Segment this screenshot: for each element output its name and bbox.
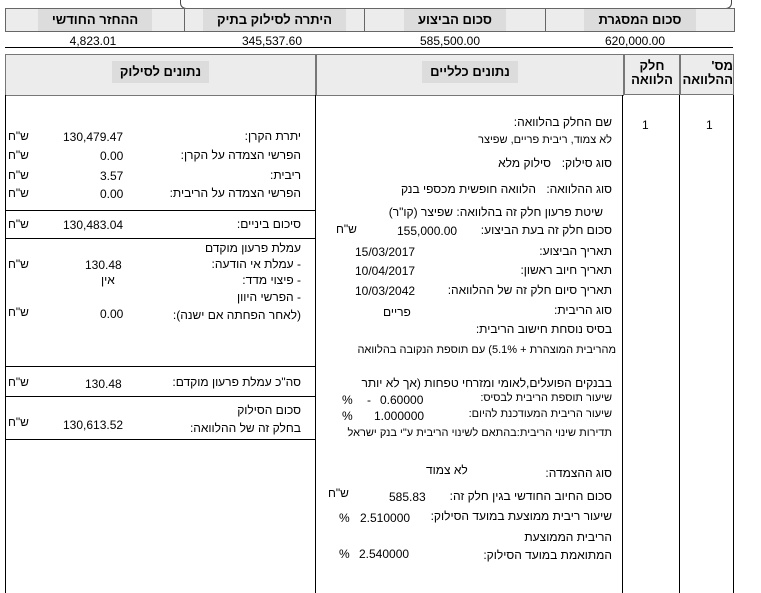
indexation-value: לא צמוד [426, 463, 468, 477]
interest-value: 3.57 [100, 169, 124, 183]
indexation-label: סוג ההצמדה: [545, 466, 612, 480]
interest-indexation-value: 0.00 [100, 187, 124, 201]
current-rate-label: שיעור הריבית המעודכנת להיום: [468, 408, 612, 420]
summary-value-frame-amount: 620,000.00 [604, 34, 666, 48]
summary-header-balance [184, 8, 365, 32]
principal-indexation-value: 0.00 [100, 149, 124, 163]
payoff-total-value: 130,613.52 [63, 418, 124, 432]
capital-diff-currency: ש"ח [8, 305, 29, 319]
avg-rate-value: 2.540000 [359, 547, 410, 561]
subtotal-currency: ש"ח [8, 217, 29, 231]
subtotal-value: 130,483.04 [63, 218, 124, 232]
column-header-part [624, 54, 680, 95]
rate-basis-text: מהריבית המוצהרת + 5.1%) עם תוספת הנקובה בהלוואה [357, 344, 616, 356]
payoff-type-label: סוג סילוק: [561, 156, 612, 170]
interest-label: ריבית: [270, 168, 301, 182]
current-rate-percent: % [342, 409, 353, 423]
weighted-rate-value: 2.510000 [360, 511, 411, 525]
monthly-charge-label: סכום החיוב החודשי בגין חלק זה: [449, 489, 612, 503]
interest-indexation-currency: ש"ח [8, 186, 29, 200]
avg-rate-label-2: המתואמת במועד הסילוק: [483, 548, 612, 562]
part-name-value: לא צמוד, ריבית פריים, שפיצר [478, 134, 612, 146]
banks-text: בבנקים הפועלים,לאומי ומזרחי טפחות (אך לא יותר [361, 376, 612, 390]
table-border [733, 95, 734, 593]
principal-currency: ש"ח [8, 129, 29, 143]
current-rate-value: 1.000000 [374, 409, 425, 423]
summary-value-balance: 345,537.60 [241, 34, 303, 48]
payoff-divider [5, 366, 315, 367]
avg-rate-label-1: הריבית הממוצעת [524, 530, 612, 544]
no-notice-currency: ש"ח [8, 257, 29, 271]
column-header-general [316, 54, 624, 96]
payoff-type-value: סילוק מלא [498, 156, 551, 170]
interest-indexation-label: הפרשי הצמדה על הריבית: [169, 186, 301, 200]
end-date-label: תאריך סיום חלק זה של ההלוואה: [447, 283, 612, 297]
payoff-divider [5, 439, 315, 440]
summary-header-frame-amount [545, 8, 735, 32]
margin-value: 0.60000 [380, 393, 424, 407]
monthly-charge-value: 585.83 [389, 490, 426, 504]
exec-amount-currency: ש"ח [336, 222, 357, 236]
avg-rate-percent: % [339, 547, 350, 561]
column-header-label: חלק הלוואה [631, 58, 673, 87]
payoff-divider [5, 210, 315, 211]
measure-comp-value: אין [101, 273, 115, 287]
principal-indexation-label: הפרשי הצמדה על הקרן: [180, 148, 301, 162]
rate-type-label: סוג הריבית: [554, 303, 612, 317]
summary-value-monthly: 4,823.01 [69, 34, 117, 48]
repay-method: שיטת פרעון חלק זה בהלוואה: שפיצר (קו"ר) [388, 205, 603, 219]
summary-header-exec-amount [364, 8, 546, 32]
summary-bottom-line [5, 47, 733, 48]
table-border [622, 95, 623, 593]
early-fee-total-currency: ש"ח [8, 375, 29, 389]
early-fee-total-label: סה"כ עמלת פרעון מוקדם: [172, 375, 301, 389]
principal-value: 130,479.47 [63, 130, 124, 144]
principal-label: יתרת הקרן: [244, 129, 301, 143]
summary-header-label: סכום המסגרת [584, 9, 695, 31]
payoff-divider [5, 396, 315, 397]
exec-amount-value: 155,000.00 [397, 224, 458, 238]
weighted-rate-label: שיעור ריבית ממוצעת במועד הסילוק: [430, 509, 612, 523]
summary-header-monthly [5, 8, 185, 32]
exec-amount-label: סכום חלק זה בעת הביצוע: [480, 223, 612, 237]
margin-sign: - [367, 393, 371, 407]
end-date-value: 10/03/2042 [355, 284, 416, 298]
rate-type-value: פריים [383, 305, 411, 319]
payoff-total-label-1: סכום הסילוק [237, 403, 301, 417]
margin-percent: % [342, 393, 353, 407]
table-border [315, 95, 316, 593]
early-fee-total-value: 130.48 [85, 377, 122, 391]
table-border [679, 95, 680, 593]
column-header-label: מס' ההלוואה [682, 58, 733, 87]
summary-header-label: היתרה לסילוק בתיק [203, 9, 346, 31]
loan-type-label: סוג ההלוואה: [546, 182, 612, 196]
exec-date-value: 15/03/2017 [355, 245, 416, 259]
capital-diff-label: - הפרשי היוון [237, 290, 301, 304]
principal-indexation-currency: ש"ח [8, 148, 29, 162]
column-header-label: נתונים לסילוק [112, 61, 209, 83]
summary-header-label: סכום הביצוע [404, 9, 506, 31]
weighted-rate-percent: % [339, 511, 350, 525]
exec-date-label: תאריך הביצוע: [539, 244, 612, 258]
part-name-label: שם החלק בהלוואה: [513, 115, 612, 129]
loan-number: 1 [706, 118, 713, 132]
subtotal-label: סיכום ביניים: [236, 217, 301, 231]
capital-diff-note: (לאחר הפחתה אם ישנה): [172, 308, 301, 322]
payoff-total-currency: ש"ח [8, 415, 29, 429]
measure-comp-label: - פיצוי מדד: [242, 273, 301, 287]
change-frequency: תדירות שינוי הריבית:בהתאם לשינוי הריבית ע"י בנק ישראל [347, 427, 612, 439]
interest-currency: ש"ח [8, 168, 29, 182]
loan-part: 1 [642, 118, 649, 132]
first-charge-label: תאריך חיוב ראשון: [520, 263, 612, 277]
rate-basis-label: בסיס נוסחת חישוב הריבית: [475, 322, 612, 336]
summary-value-exec-amount: 585,500.00 [419, 34, 481, 48]
loan-type-value: הלוואה חופשית מכספי בנק [400, 182, 536, 196]
first-charge-value: 10/04/2017 [355, 264, 416, 278]
early-fee-title: עמלת פרעון מוקדם [204, 241, 301, 255]
no-notice-value: 130.48 [85, 258, 122, 272]
monthly-charge-currency: ש"ח [328, 486, 349, 500]
summary-header-label: ההחזר החודשי [38, 9, 152, 31]
column-header-payoff [5, 54, 316, 96]
column-header-label: נתונים כלליים [422, 61, 518, 83]
no-notice-label: - עמלת אי הודעה: [211, 257, 301, 271]
capital-diff-value: 0.00 [100, 307, 124, 321]
payoff-divider [5, 238, 315, 239]
margin-label: שיעור תוספת הריבית לבסיס: [480, 392, 612, 404]
table-border [5, 95, 6, 593]
column-header-loan-no [680, 54, 734, 95]
payoff-total-label-2: בחלק זה של ההלוואה: [189, 421, 301, 435]
